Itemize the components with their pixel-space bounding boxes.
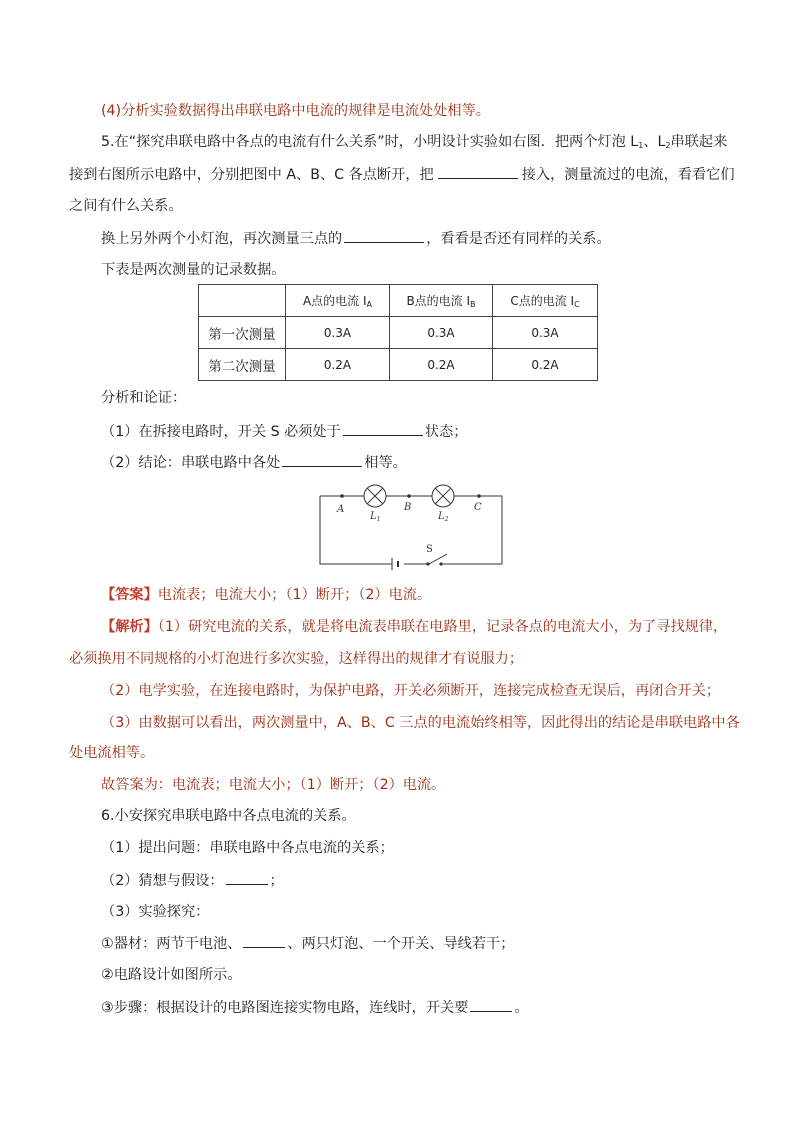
solution-line-6: 故答案为：电流表；电流大小；（1）断开；（2）电流。 [101, 777, 446, 793]
q6-line-4: （3）实验探究： [101, 904, 210, 920]
q6-l5-text: ①器材：两节干电池、 [101, 936, 242, 952]
q5-line-3: 之间有什么关系。 [69, 198, 183, 214]
q6-l3-text: （2）猜想与假设： [101, 873, 224, 889]
q6-line-7 [101, 997, 529, 1018]
q6-line-2: （1）提出问题：串联电路中各点电流的关系； [101, 840, 394, 856]
q6-l3-text-end: ； [269, 873, 284, 889]
answer-blank-3[interactable] [343, 421, 423, 436]
table-row [199, 317, 598, 349]
table-cell: 0.3A [493, 317, 598, 349]
solution-line-5: 处电流相等。 [69, 745, 155, 761]
analysis-q1 [101, 421, 467, 442]
table-header-cell [493, 285, 598, 317]
table-cell: 第二次测量 [199, 349, 286, 381]
q5-line-4 [101, 228, 611, 249]
point-a-dot [340, 494, 344, 498]
answer-blank-5[interactable] [226, 870, 268, 885]
table-cell: 第一次测量 [199, 317, 286, 349]
q5-line-1 [101, 132, 727, 156]
analysis-q1-text-end: 状态； [424, 424, 468, 440]
label-a: A [337, 504, 345, 515]
q5-l2-text-end: 接入，测量流过的电流，看看它们 [521, 167, 735, 183]
solution-line-2: 必须换用不同规格的小灯泡进行多次实验，这样得出的规律才有说服力； [69, 651, 524, 667]
q5-text-mid: 、L [643, 134, 666, 150]
answer-blank-1[interactable] [438, 164, 518, 179]
table-cell: 0.3A [390, 317, 493, 349]
answer-text: 电流表；电流大小；（1）断开；（2）电流。 [157, 587, 432, 603]
analysis-title: 分析和论证： [101, 390, 187, 406]
table-cell: 0.3A [286, 317, 390, 349]
wire [320, 496, 392, 564]
answer-line [101, 585, 431, 605]
solution-line-3: （2）电学实验，在连接电路时，为保护电路，开关必须断开，连接完成检查无误后，再闭合开关； [101, 683, 721, 699]
label-l1 [369, 511, 380, 523]
label-s: S [426, 544, 433, 555]
label-l1-main: L [370, 511, 377, 522]
header-sub: C [574, 300, 580, 309]
l2-subscript: 2 [665, 141, 671, 150]
solution-text: （1）研究电流的关系，就是将电流表串联在电路里，记录各点的电流大小，为了寻找规律， [157, 619, 728, 635]
wire [441, 496, 502, 564]
table-cell: 0.2A [390, 349, 493, 381]
table-row [199, 349, 598, 381]
q5-line-5: 下表是两次测量的记录数据。 [101, 262, 286, 278]
answer-tag: 【答案】 [101, 587, 158, 603]
answer-blank-7[interactable] [470, 997, 512, 1012]
table-header-cell [390, 285, 493, 317]
answer-blank-2[interactable] [344, 228, 424, 243]
analysis-q2 [101, 452, 407, 473]
q6-l5-text-end: 、两只灯泡、一个开关、导线若干； [287, 936, 515, 952]
solution-line-1 [101, 617, 727, 637]
prev-conclusion: (4)分析实验数据得出串联电路中电流的规律是电流处处相等。 [101, 103, 490, 119]
header-sub: A [366, 300, 373, 309]
label-l2-sub: 2 [444, 516, 449, 523]
switch-contact-dot [439, 562, 442, 565]
q6-l7-text: ③步骤：根据设计的电路图连接实物电路，连线时，开关要 [101, 1000, 469, 1016]
table-cell: 0.2A [493, 349, 598, 381]
header-text: A点的电流 I [302, 294, 367, 308]
analysis-q2-text: （2）结论：串联电路中各处 [101, 455, 281, 471]
q6-line-3 [101, 870, 284, 891]
q5-l4-text: 换上另外两个小灯泡，再次测量三点的 [101, 231, 343, 247]
header-sub: B [470, 300, 476, 309]
point-c-dot [477, 494, 481, 498]
analysis-q2-text-end: 相等。 [364, 455, 407, 471]
solution-line-4: （3）由数据可以看出，两次测量中，A、B、C 三点的电流始终相等，因此得出的结论是串联电路中各 [101, 715, 740, 731]
q5-text-end: 串联起来 [670, 134, 728, 150]
l1-subscript: 1 [638, 141, 644, 150]
label-c: C [474, 502, 482, 513]
q5-text: 5.在“探究串联电路中各点的电流有什么关系”时，小明设计实验如右图．把两个灯泡 L [101, 134, 639, 150]
switch-lever [429, 554, 447, 564]
solution-tag: 【解析】 [101, 619, 158, 635]
point-b-dot [407, 494, 411, 498]
table-header-row [199, 285, 598, 317]
q5-l2-text: 接到右图所示电路中，分别把图中 A、B、C 各点断开，把 [69, 167, 434, 183]
header-text: C点的电流 I [510, 294, 575, 308]
label-l2-main: L [438, 511, 445, 522]
answer-blank-6[interactable] [243, 933, 285, 948]
table-header-cell [286, 285, 390, 317]
q6-line-1: 6.小安探究串联电路中各点电流的关系。 [101, 808, 356, 824]
table-cell: 0.2A [286, 349, 390, 381]
q5-line-2 [69, 164, 735, 185]
q5-l4-text-end: ，看看是否还有同样的关系。 [426, 231, 611, 247]
header-text: B点的电流 I [406, 294, 471, 308]
switch-pivot-dot [426, 562, 429, 565]
analysis-q1-text: （1）在拆接电路时，开关 S 必须处于 [101, 424, 341, 440]
table-header-cell [199, 285, 286, 317]
q6-line-6: ②电路设计如图所示。 [101, 967, 242, 983]
series-circuit-diagram [310, 482, 510, 572]
label-l1-sub: 1 [376, 516, 381, 523]
answer-blank-4[interactable] [282, 452, 362, 467]
label-b: B [404, 502, 412, 513]
q6-line-5 [101, 933, 514, 954]
q6-l7-text-end: 。 [514, 1000, 529, 1016]
measurement-table [198, 284, 598, 381]
label-l2 [437, 511, 449, 523]
